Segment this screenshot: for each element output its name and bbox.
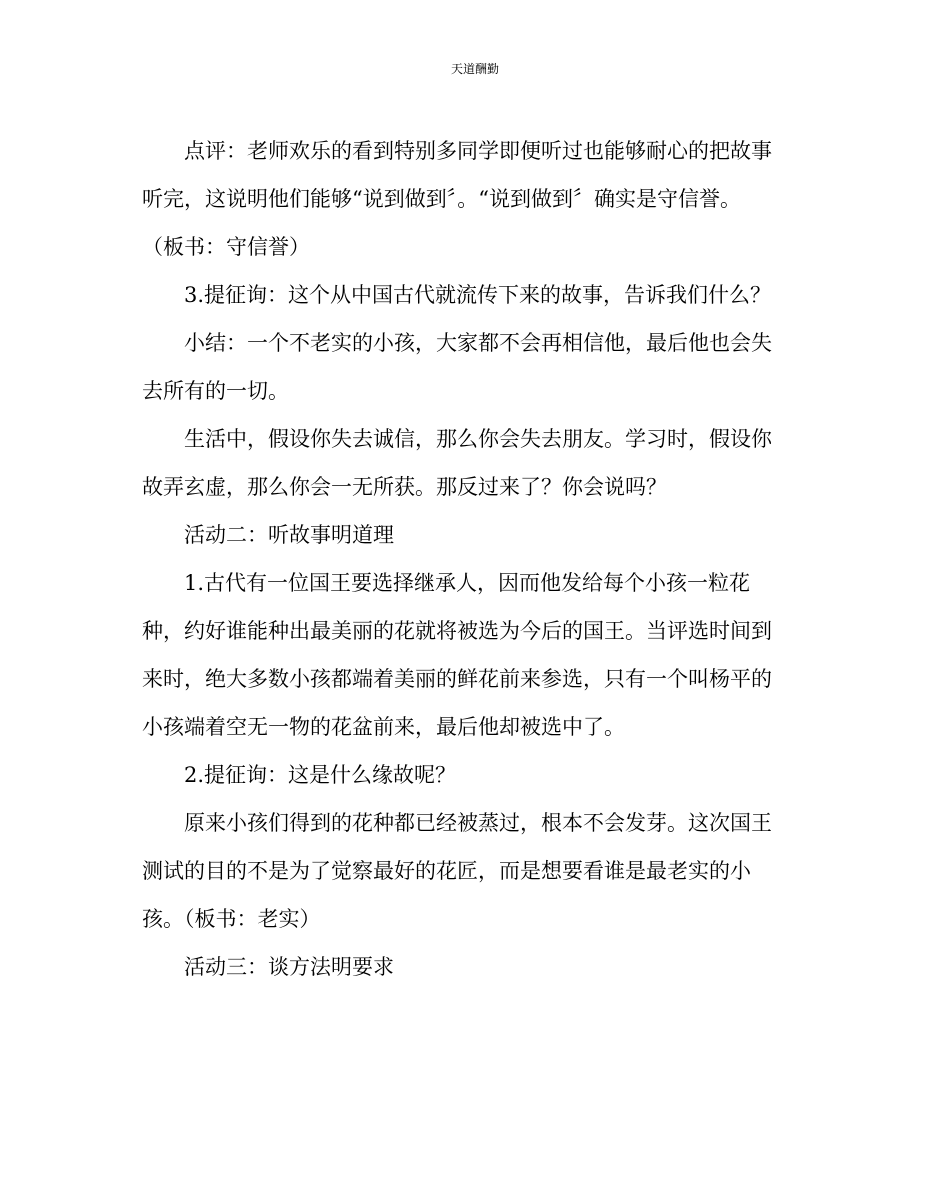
paragraph-activity-2-heading xyxy=(142,511,810,559)
section-heading: 活动三：谈方法明要求 xyxy=(184,955,394,979)
text-line: 1.古代有一位国王要选择继承人，因而他发给每个小孩一粒花 xyxy=(184,571,751,595)
paragraph-story xyxy=(142,559,810,751)
text-line: 2.提征询：这是什么缘故呢？ xyxy=(184,763,457,787)
text-line: （板书：守信誉） xyxy=(142,235,310,259)
text-line: 生活中，假设你失去诚信，那么你会失去朋友。学习时，假设你 xyxy=(184,427,772,451)
text-line: 原来小孩们得到的花种都已经被蒸过，根本不会发芽。这次国王 xyxy=(184,811,772,835)
document-body xyxy=(142,127,810,991)
text-line: 小孩端着空无一物的花盆前来，最后他却被选中了。 xyxy=(142,715,625,739)
paragraph-question-3 xyxy=(142,271,810,319)
paragraph-life xyxy=(142,415,810,511)
paragraph-question-2 xyxy=(142,751,810,799)
text-line: 种，约好谁能种出最美丽的花就将被选为今后的国王。当评选时间到 xyxy=(142,619,772,643)
section-heading: 活动二：听故事明道理 xyxy=(184,523,394,547)
text-line: 小结：一个不老实的小孩，大家都不会再相信他，最后他也会失 xyxy=(184,331,772,355)
text-line: 点评：老师欢乐的看到特别多同学即便听过也能够耐心的把故事 xyxy=(184,139,772,163)
page-header: 天道酬勤 xyxy=(450,62,499,76)
paragraph-explanation xyxy=(142,799,810,943)
text-line: 3.提征询：这个从中国古代就流传下来的故事，告诉我们什么？ xyxy=(184,283,772,307)
text-line: 测试的目的不是为了觉察最好的花匠，而是想要看谁是最老实的小 xyxy=(142,859,751,883)
paragraph-comment xyxy=(142,127,810,271)
text-line: 孩。（板书：老实） xyxy=(142,907,321,931)
text-line: 听完，这说明他们能够“说到做到〞。“说到做到〞确实是守信誉。 xyxy=(142,187,741,211)
text-line: 来时，绝大多数小孩都端着美丽的鲜花前来参选，只有一个叫杨平的 xyxy=(142,667,772,691)
text-line: 故弄玄虚，那么你会一无所获。那反过来了？你会说吗？ xyxy=(142,475,667,499)
paragraph-activity-3-heading xyxy=(142,943,810,991)
paragraph-summary xyxy=(142,319,810,415)
text-line: 去所有的一切。 xyxy=(142,379,289,403)
